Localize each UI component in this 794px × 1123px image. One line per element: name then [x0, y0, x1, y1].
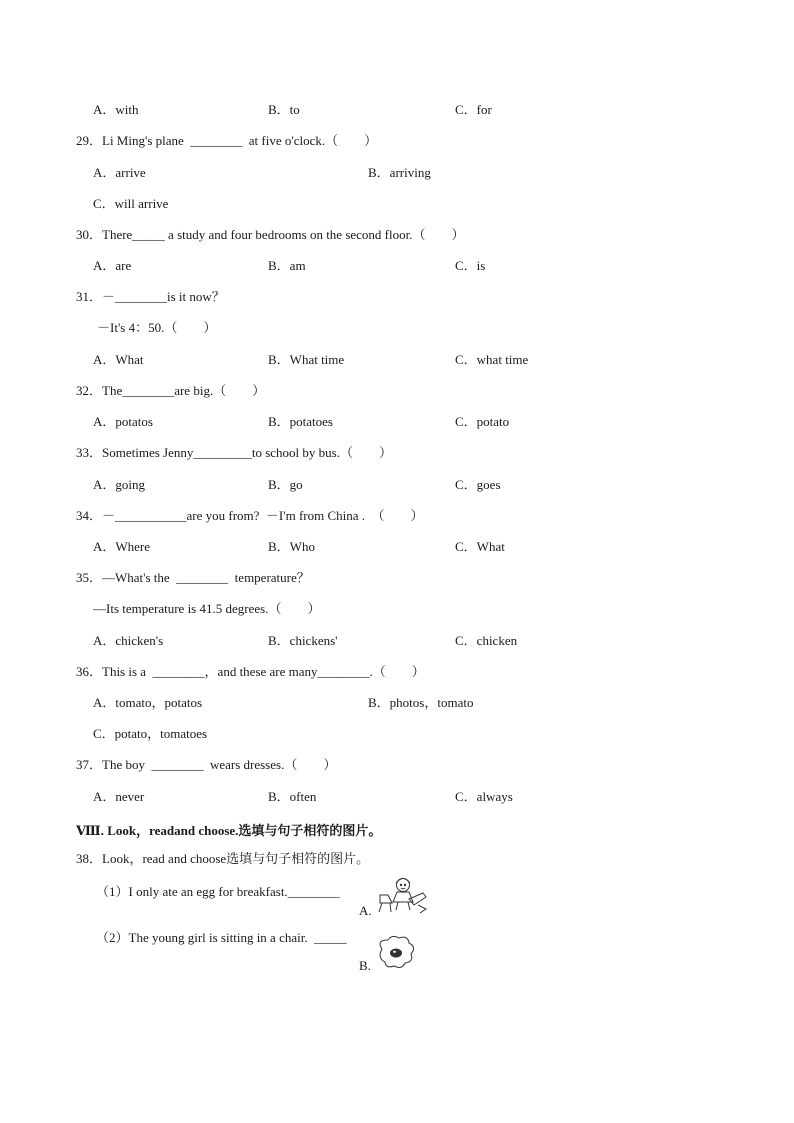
- q32-option-a[interactable]: A．potatos: [93, 414, 153, 429]
- q34-stem: 34．－___________are you from? －I'm from China . （ ）: [76, 508, 424, 523]
- q38-item-1: （1）I only ate an egg for breakfast.________: [96, 884, 340, 899]
- picture-a-label: A.: [359, 903, 372, 918]
- q33-option-b[interactable]: B．go: [268, 477, 303, 492]
- fried-egg-picture: [374, 935, 418, 971]
- q31-option-b[interactable]: B．What time: [268, 352, 345, 367]
- q32-option-b[interactable]: B．potatoes: [268, 414, 333, 429]
- q38-item-2: （2）The young girl is sitting in a chair. _____: [96, 930, 347, 945]
- q37-stem: 37．The boy ________ wears dresses.（ ）: [76, 757, 337, 772]
- picture-b-label: B.: [359, 958, 371, 973]
- q32-stem: 32．The________are big.（ ）: [76, 383, 266, 398]
- q34-option-b[interactable]: B．Who: [268, 539, 315, 554]
- q35-option-b[interactable]: B．chickens': [268, 633, 338, 648]
- girl-in-chair-picture: [374, 875, 430, 915]
- q28-option-a[interactable]: A．with: [93, 102, 139, 117]
- q31-stem: 31．－________is it now？: [76, 289, 225, 304]
- q30-option-c[interactable]: C．is: [455, 258, 486, 273]
- q37-option-a[interactable]: A．never: [93, 789, 145, 804]
- q32-option-c[interactable]: C．potato: [455, 414, 510, 429]
- q28-option-c[interactable]: C．for: [455, 102, 492, 117]
- q28-option-b[interactable]: B．to: [268, 102, 300, 117]
- q31-answer-line: －It's 4：50.（ ）: [97, 320, 217, 335]
- section-8-heading: Ⅷ. Look，readand choose.选填与句子相符的图片。: [76, 823, 382, 838]
- q33-option-a[interactable]: A．going: [93, 477, 146, 492]
- q29-option-a[interactable]: A．arrive: [93, 165, 146, 180]
- q36-option-a[interactable]: A．tomato，potatos: [93, 695, 203, 710]
- q36-option-c[interactable]: C．potato，tomatoes: [93, 726, 208, 741]
- q35-option-a[interactable]: A．chicken's: [93, 633, 164, 648]
- q29-option-c[interactable]: C．will arrive: [93, 196, 169, 211]
- q30-option-b[interactable]: B．am: [268, 258, 306, 273]
- q37-option-b[interactable]: B．often: [268, 789, 317, 804]
- q31-option-c[interactable]: C．what time: [455, 352, 529, 367]
- q34-option-c[interactable]: C．What: [455, 539, 505, 554]
- q31-option-a[interactable]: A．What: [93, 352, 144, 367]
- q33-option-c[interactable]: C．goes: [455, 477, 501, 492]
- q35-answer-line: —Its temperature is 41.5 degrees.（ ）: [93, 601, 321, 616]
- q30-option-a[interactable]: A．are: [93, 258, 132, 273]
- q38-stem: 38．Look，read and choose选填与句子相符的图片。: [76, 851, 370, 866]
- q30-stem: 30．There_____ a study and four bedrooms on the second floor.（ ）: [76, 227, 465, 242]
- q37-option-c[interactable]: C．always: [455, 789, 513, 804]
- q29-option-b[interactable]: B．arriving: [368, 165, 431, 180]
- q36-stem: 36．This is a ________，and these are many________.（ ）: [76, 664, 425, 679]
- q33-stem: 33．Sometimes Jenny_________to school by bus.（ ）: [76, 445, 392, 460]
- q35-option-c[interactable]: C．chicken: [455, 633, 518, 648]
- q29-stem: 29．Li Ming's plane ________ at five o'clock.（ ）: [76, 133, 378, 148]
- q36-option-b[interactable]: B．photos，tomato: [368, 695, 474, 710]
- q34-option-a[interactable]: A．Where: [93, 539, 151, 554]
- q35-stem: 35．—What's the ________ temperature？: [76, 570, 310, 585]
